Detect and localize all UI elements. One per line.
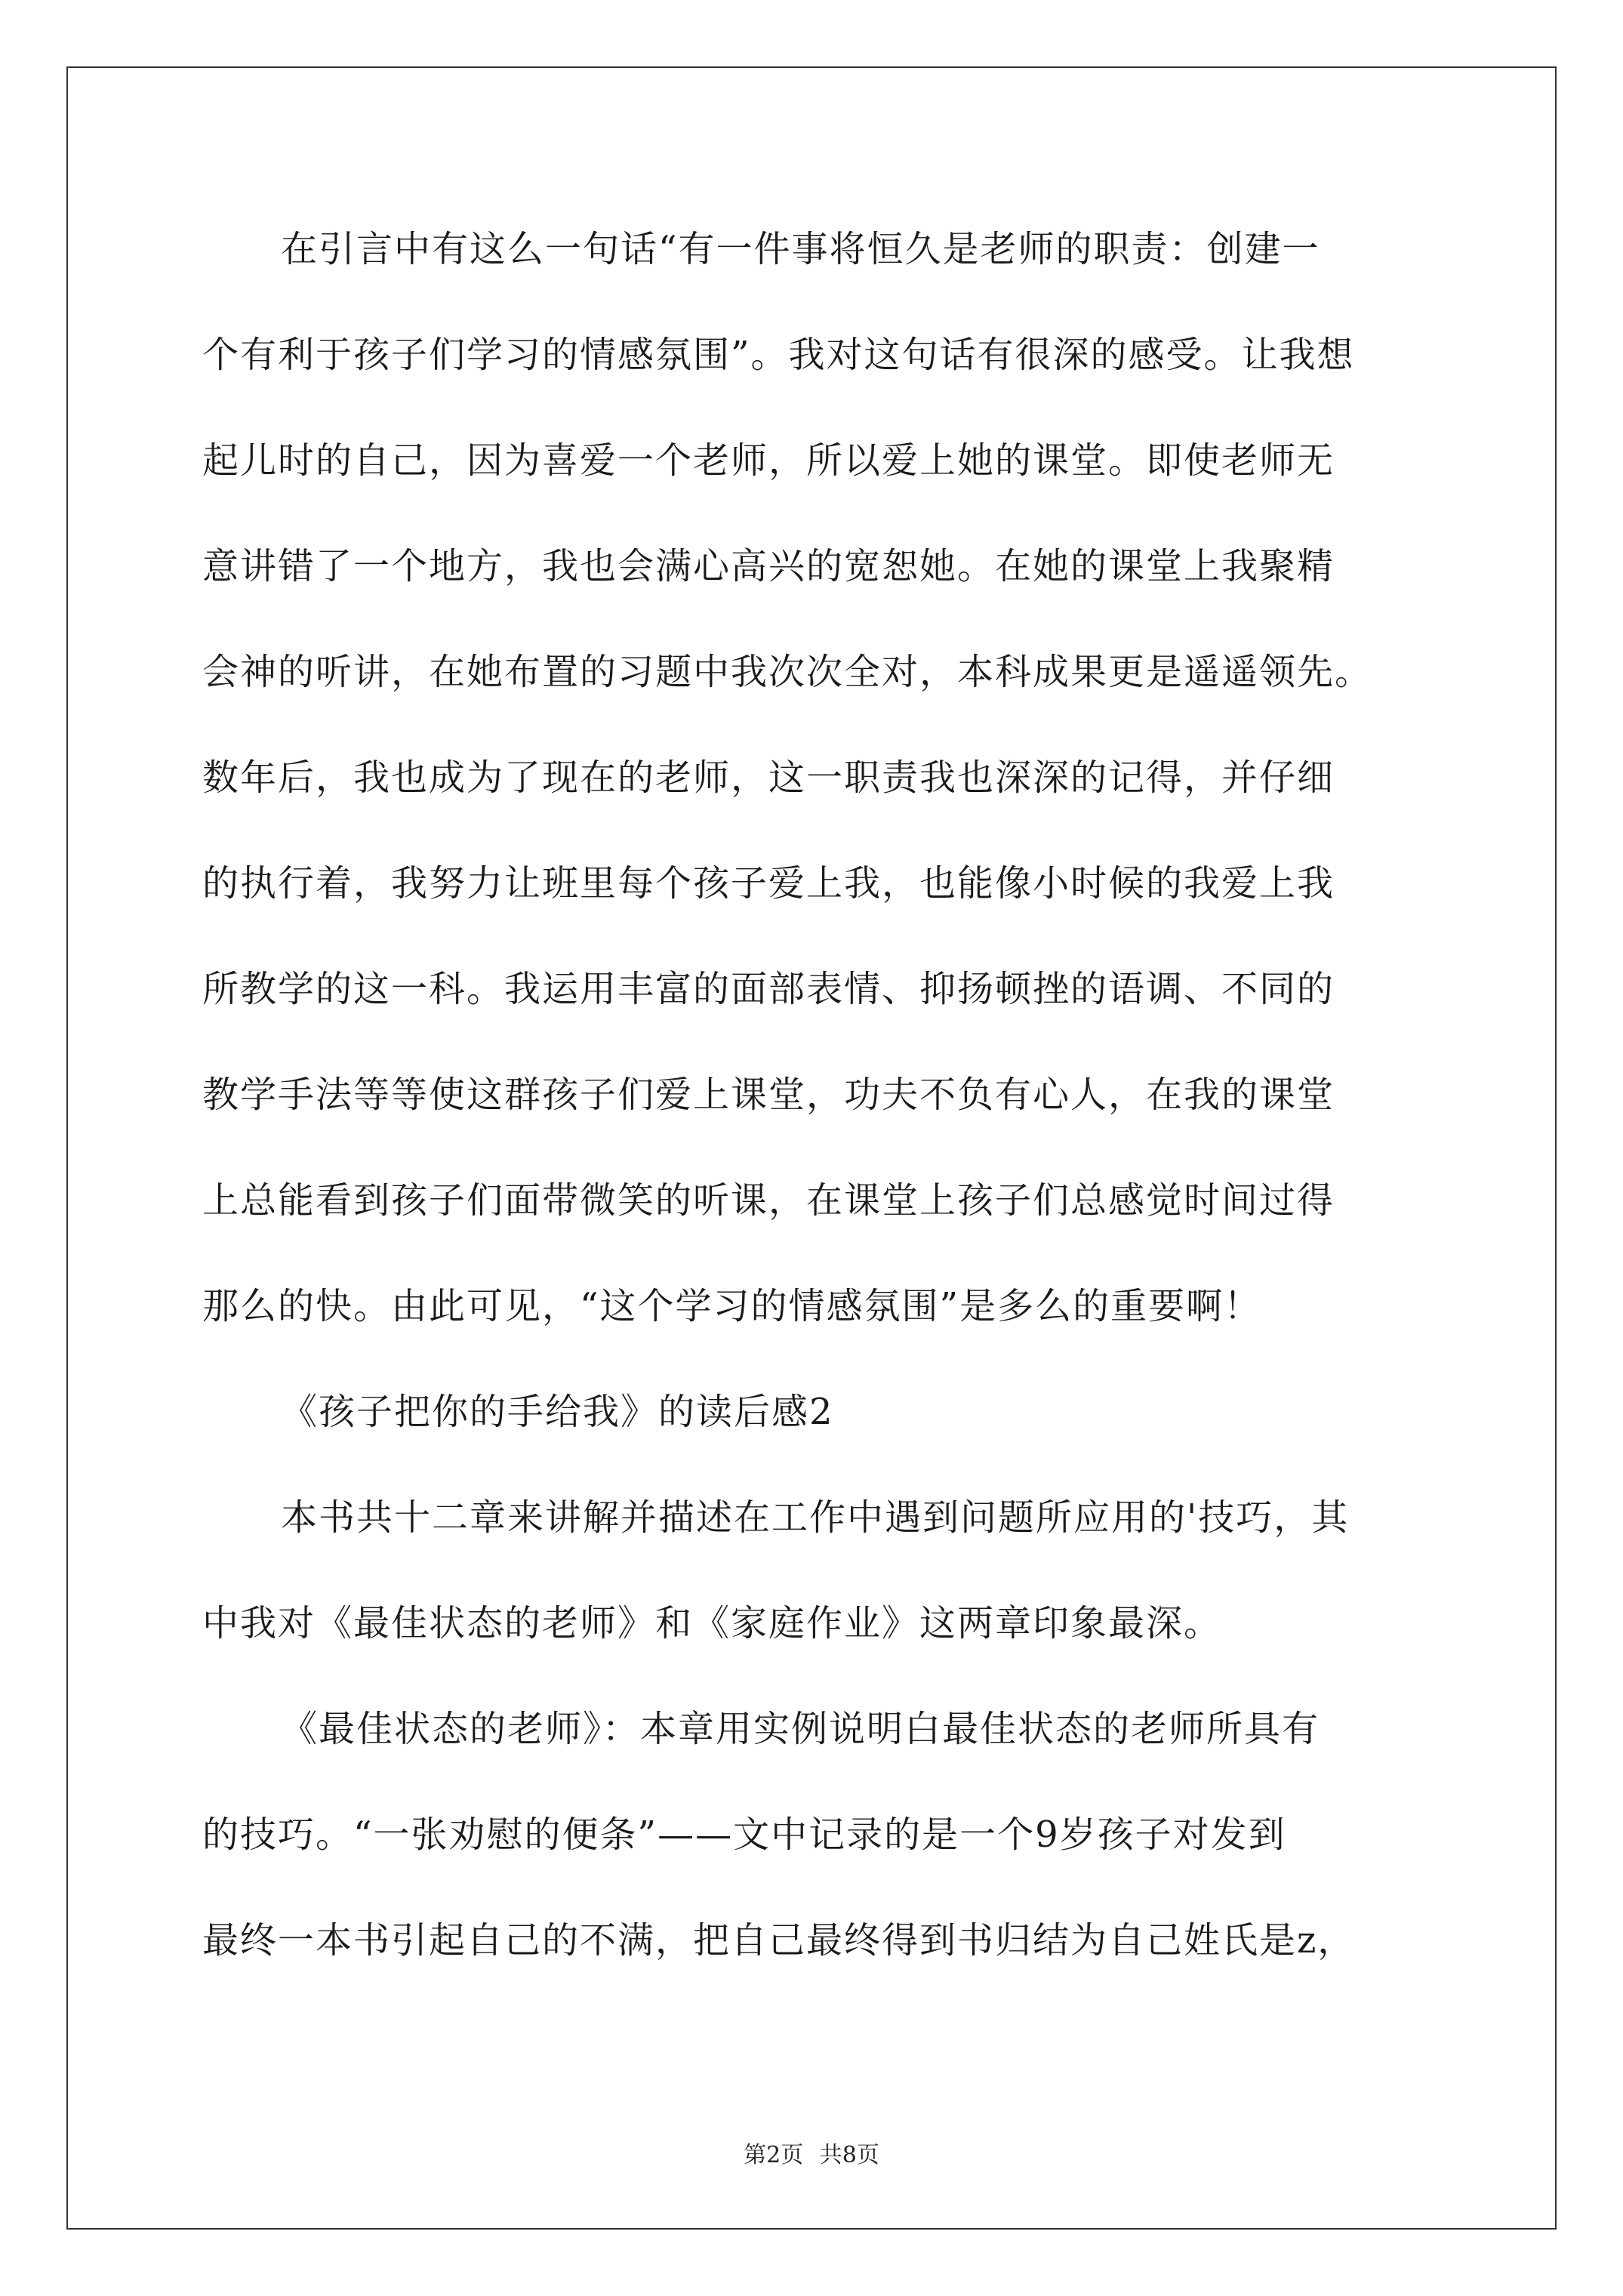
text-line: 会神的听讲，在她布置的习题中我次次全对，本科成果更是遥遥领先。 [202, 651, 1373, 693]
page-total: 共8页 [819, 2142, 879, 2168]
text-line: 那么的快。由此可见，“这个学习的情感氛围”是多么的重要啊！ [202, 1285, 1262, 1327]
text-line: 最终一本书引起自己的不满，把自己最终得到书归结为自己姓氏是z， [202, 1919, 1356, 1962]
text-line: 的技巧。“一张劝慰的便条”——文中记录的是一个9岁孩子对发到 [202, 1814, 1286, 1856]
text-line: 本书共十二章来讲解并描述在工作中遇到问题所应用的'技巧，其 [281, 1496, 1350, 1539]
page-border [66, 66, 1557, 2230]
text-line: 《最佳状态的老师》：本章用实例说明白最佳状态的老师所具有 [281, 1708, 1320, 1750]
text-line: 在引言中有这么一句话“有一件事将恒久是老师的职责：创建一 [281, 228, 1320, 270]
text-line: 起儿时的自己，因为喜爱一个老师，所以爱上她的课堂。即使老师无 [202, 439, 1335, 482]
text-line: 个有利于孩子们学习的情感氛围”。我对这句话有很深的感受。让我想 [202, 334, 1355, 376]
text-line: 上总能看到孩子们面带微笑的听课，在课堂上孩子们总感觉时间过得 [202, 1179, 1335, 1222]
text-line: 教学手法等等使这群孩子们爱上课堂，功夫不负有心人，在我的课堂 [202, 1074, 1335, 1116]
text-line: 的执行着，我努力让班里每个孩子爱上我，也能像小时候的我爱上我 [202, 862, 1335, 905]
text-line: 意讲错了一个地方，我也会满心高兴的宽恕她。在她的课堂上我聚精 [202, 545, 1335, 587]
text-line: 所教学的这一科。我运用丰富的面部表情、抑扬顿挫的语调、不同的 [202, 968, 1335, 1010]
text-line: 中我对《最佳状态的老师》和《家庭作业》这两章印象最深。 [202, 1602, 1222, 1644]
page-number: 第2页 [744, 2142, 804, 2168]
text-line: 数年后，我也成为了现在的老师，这一职责我也深深的记得，并仔细 [202, 757, 1335, 799]
page-footer [0, 2140, 1623, 2171]
section-heading: 《孩子把你的手给我》的读后感2 [281, 1391, 834, 1433]
